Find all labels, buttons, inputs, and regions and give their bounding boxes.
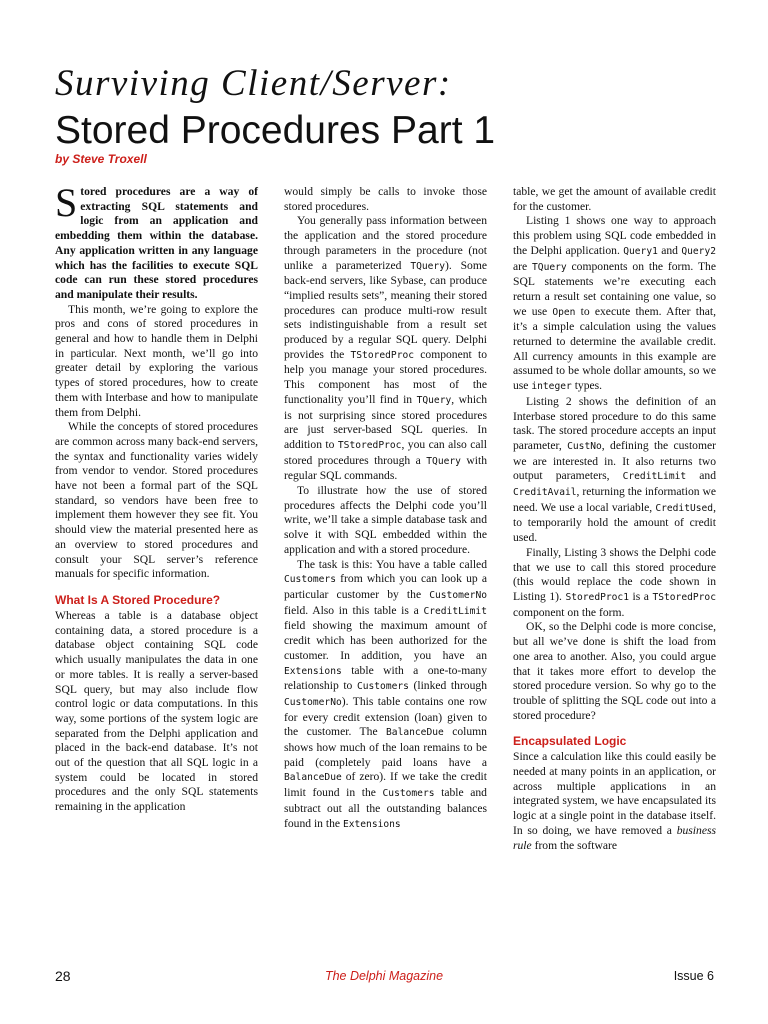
paragraph-text: component on the form. xyxy=(513,605,625,619)
body-paragraph xyxy=(513,185,716,214)
paragraph-text: table, we get the amount of available credit for the customer. xyxy=(513,185,716,213)
paragraph-text: table with a one-to-many relationship to xyxy=(284,663,487,693)
code-term: TStoredProc xyxy=(652,591,716,603)
paragraph-text: table and subtract out all the outstanding balances found in the xyxy=(284,786,487,830)
paragraph-text: with regular SQL commands. xyxy=(284,453,487,483)
paragraph-text: , returning the information we need. We use a local variable, xyxy=(513,485,716,514)
paragraph-text: Since a calculation like this could easily be needed at many points in an application, or across multiple applications in an integrated system, we have encapsulated its logic at a single point in the database itself. In so doing, we have removed a xyxy=(513,750,716,837)
body-paragraph xyxy=(55,420,258,582)
code-term: TQuery xyxy=(410,260,445,272)
article-kicker: Surviving Client/Server: xyxy=(55,63,452,104)
paragraph-text: , you can also call stored procedures through a xyxy=(284,437,488,467)
paragraph-text: types. xyxy=(571,379,603,393)
paragraph-text: would simply be calls to invoke those stored procedures. xyxy=(284,185,487,213)
column-1 xyxy=(55,180,258,815)
paragraph-text: is a xyxy=(629,589,653,603)
paragraph-text: , defining the customer we are interested in. It also returns two output parameters, xyxy=(513,438,716,483)
paragraph-text: Finally, Listing 3 shows the Delphi code that we use to call this stored procedure (this would replace the code shown in Listing 1). xyxy=(513,545,716,603)
paragraph-text: , which is not surprising since stored procedures are just server-based SQL queries. In addition to xyxy=(284,392,487,451)
body-paragraph xyxy=(513,750,716,853)
issue-number: Issue 6 xyxy=(673,969,714,983)
paragraph-text: ). This table contains one row for every credit extension (loan) given to the customer. The xyxy=(284,694,487,739)
paragraph-text: , to temporarily hold the amount of credit used. xyxy=(513,500,716,545)
code-term: TStoredProc xyxy=(337,439,402,451)
code-term: CreditLimit xyxy=(622,471,687,483)
paragraph-text: Listing 2 shows the definition of an Interbase stored procedure to do this same task. The stored procedure accepts an input parameter, xyxy=(513,394,716,452)
page-number: 28 xyxy=(55,968,71,984)
paragraph-text: and xyxy=(657,243,682,257)
paragraph-text: field. Also in this table is a xyxy=(284,603,424,617)
code-term: CustomerNo xyxy=(429,589,487,601)
lead-paragraph xyxy=(55,180,258,303)
body-paragraph xyxy=(284,558,487,833)
body-paragraph xyxy=(284,185,487,214)
paragraph-text: column shows how much of the loan remains to be paid (completely paid loans have a xyxy=(284,725,487,769)
body-paragraph xyxy=(513,395,716,546)
drop-cap: S xyxy=(55,180,78,225)
section-heading: Encapsulated Logic xyxy=(513,734,627,749)
body-paragraph xyxy=(513,620,716,723)
paragraph-text: to execute them. After that, it’s a simple calculation using the values returned to determine the available credit. All currency amounts in this example are assumed to be whole dollar amounts, so we use xyxy=(513,304,717,393)
code-term: Extensions xyxy=(284,665,342,677)
code-term: TQuery xyxy=(532,261,567,273)
paragraph-text: Listing 1 shows one way to approach this problem using SQL code embedded in the Delphi application. xyxy=(513,214,716,257)
code-term: BalanceDue xyxy=(386,727,444,739)
paragraph-text: While the concepts of stored procedures are common across many back-end servers, the syntax and functionality varies widely from vendor to vendor. Stored procedures have not been a formal part of the SQL standard, so vendors have been free to implement them however they see fit. You should view the material presented here as an overview to stored procedures and consult your SQL server’s reference manuals for specific information. xyxy=(55,420,258,581)
paragraph-text: are xyxy=(513,259,533,273)
code-term: CreditLimit xyxy=(423,605,487,617)
paragraph-text: of zero). If we take the credit limit found in the xyxy=(284,770,487,800)
code-term: Query1 xyxy=(623,245,658,257)
code-term: CreditUsed xyxy=(655,502,714,514)
paragraph-text: Whereas a table is a database object containing data, a stored procedure is a database object containing SQL code which usually manipulates the data in one or more tables. It is really a server-based SQL query, but may also include flow control logic or data computations. In this way, some portions of the system logic are separated from the Delphi application and placed in the back-end database. It’s not out of the question that all SQL logic in a system could be located in stored procedures and the only SQL statements remaining in the application xyxy=(55,608,258,814)
article-title: Stored Procedures Part 1 xyxy=(55,109,496,152)
paragraph-text: component to help you manage your stored procedures. This component has most of the functionality you’ll find in xyxy=(284,347,487,406)
byline: by Steve Troxell xyxy=(55,152,147,166)
body-paragraph xyxy=(284,484,487,558)
code-term: CustomerNo xyxy=(284,696,342,708)
lead-text: tored procedures are a way of extracting SQL statements and logic from an application and embedding them within the database. Any application written in any language which has the facilities to execute SQL code can run these stored procedures and manipulate their results. xyxy=(55,185,258,301)
code-term: integer xyxy=(531,381,572,393)
paragraph-text: field showing the maximum amount of credit which has been authorized for the customer. In addition, you have an xyxy=(284,619,487,662)
paragraph-text: You generally pass information between the application and the stored procedure through parameters in the procedure (not unlike a parameterized xyxy=(284,214,487,272)
paragraph-text: OK, so the Delphi code is more concise, but all we’ve done is shift the load from one area to another. Also, you could argue that it takes more effort to develop the stored procedure version. So why go to the trouble of splitting the SQL code out into a stored procedure? xyxy=(513,620,716,722)
body-paragraph xyxy=(284,214,487,484)
paragraph-text: ). Some back-end servers, like Sybase, can produce “implied results sets”, meaning their stored procedures can produce multi-row result sets indistinguishable from a result set produced by a regular SQL query. Delphi provides the xyxy=(284,258,487,361)
paragraph-text: To illustrate how the use of stored procedures affects the Delphi code you’ll write, we’ll take a simple database task and solve it with SQL embedded within the application and with a stored procedure. xyxy=(284,484,487,556)
code-term: Customers xyxy=(356,681,409,693)
paragraph-text: This month, we’re going to explore the pros and cons of stored procedures in general and how to handle them in Delphi in particular. Next month, we’ll go into greater detail by exploring the various types of stored procedures, how to create them with Interbase and how to manipulate them from Delphi. xyxy=(55,302,258,419)
code-term: Query2 xyxy=(681,245,716,257)
code-term: BalanceDue xyxy=(284,772,342,784)
paragraph-text: from which you can look up a particular customer by the xyxy=(284,572,487,601)
code-term: TQuery xyxy=(426,455,461,467)
paragraph-text: components on the form. The SQL statements we’re executing each return a result set containing one value, so we use xyxy=(513,259,716,318)
code-term: TStoredProc xyxy=(350,349,415,361)
paragraph-text: The task is this: You have a table called xyxy=(297,557,487,571)
code-term: Extensions xyxy=(342,818,401,830)
body-paragraph xyxy=(513,546,716,621)
code-term: Customers xyxy=(284,574,336,586)
code-term: Open xyxy=(552,306,576,318)
body-paragraph xyxy=(55,609,258,815)
code-term: StoredProc1 xyxy=(565,591,629,603)
body-paragraph xyxy=(513,214,716,394)
paragraph-text: and xyxy=(686,469,717,483)
column-2 xyxy=(284,185,487,832)
code-term: TQuery xyxy=(416,394,452,406)
code-term: CustNo xyxy=(567,440,602,452)
code-term: CreditAvail xyxy=(513,487,577,499)
body-paragraph xyxy=(55,303,258,421)
paragraph-text: (linked through xyxy=(408,679,487,693)
code-term: Customers xyxy=(382,788,435,800)
column-3 xyxy=(513,185,716,853)
magazine-name: The Delphi Magazine xyxy=(324,969,444,983)
paragraph-text: from the software xyxy=(531,838,617,852)
emphasis-text: business rule xyxy=(513,823,716,852)
section-heading: What Is A Stored Procedure? xyxy=(55,592,221,607)
